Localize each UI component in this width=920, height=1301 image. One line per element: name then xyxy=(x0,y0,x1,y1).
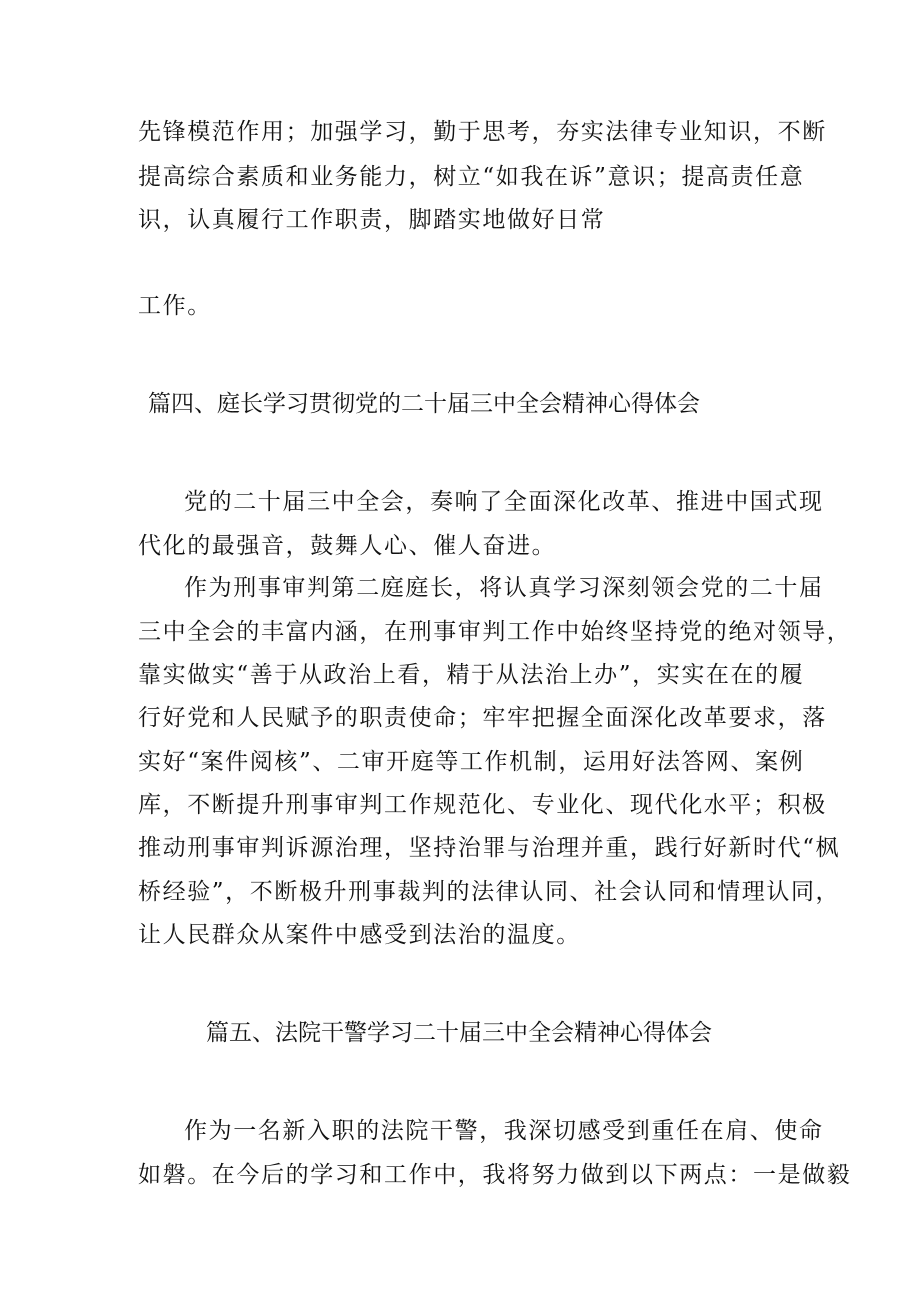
section-4-para-2-line-9: 让人民群众从案件中感受到法治的温度。 xyxy=(138,922,581,948)
section-4-para-2-line-1: 作为刑事审判第二庭庭长，将认真学习深刻领会党的二十届 xyxy=(184,575,824,601)
continuation-line-2: 提高综合素质和业务能力，树立“如我在诉”意识；提高责任意 xyxy=(138,164,805,190)
section-5-para-1-line-2: 如磐。在今后的学习和工作中，我将努力做到以下两点：一是做毅 xyxy=(138,1162,852,1188)
section-4-para-2-line-6: 库，不断提升刑事审判工作规范化、专业化、现代化水平；积极 xyxy=(138,792,827,818)
continuation-line-4: 工作。 xyxy=(138,293,212,319)
section-4-para-2-line-4: 行好党和人民赋予的职责使命；牢牢把握全面深化改革要求，落 xyxy=(138,705,827,731)
section-4-para-2-line-7: 推动刑事审判诉源治理，坚持治罪与治理并重，践行好新时代“枫 xyxy=(138,835,841,861)
continuation-line-1: 先锋模范作用；加强学习，勤于思考，夯实法律专业知识，不断 xyxy=(138,119,827,145)
section-4-para-1-line-1: 党的二十届三中全会，奏响了全面深化改革、推进中国式现 xyxy=(184,489,824,515)
section-4-para-2-line-8: 桥经验”，不断极升刑事裁判的法律认同、社会认同和情理认同， xyxy=(138,879,841,905)
section-5-title: 篇五、法院干警学习二十届三中全会精神心得体会 xyxy=(206,1020,712,1046)
section-4-para-1-line-2: 代化的最强音，鼓舞人心、催人奋进。 xyxy=(138,533,557,559)
section-5-para-1-line-1: 作为一名新入职的法院干警，我深切感受到重任在肩、使命 xyxy=(184,1118,824,1144)
section-4-para-2-line-5: 实好“案件阅核”、二审开庭等工作机制，运用好法答网、案例 xyxy=(138,749,805,775)
continuation-line-3: 识，认真履行工作职责，脚踏实地做好日常 xyxy=(138,207,606,233)
section-4-para-2-line-2: 三中全会的丰富内涵，在刑事审判工作中始终坚持党的绝对领导， xyxy=(138,619,852,645)
section-4-para-2-line-3: 靠实做实“善于从政治上看，精于从法治上办”，实实在在的履 xyxy=(138,662,805,688)
section-4-title: 篇四、庭长学习贯彻党的二十届三中全会精神心得体会 xyxy=(148,391,700,417)
